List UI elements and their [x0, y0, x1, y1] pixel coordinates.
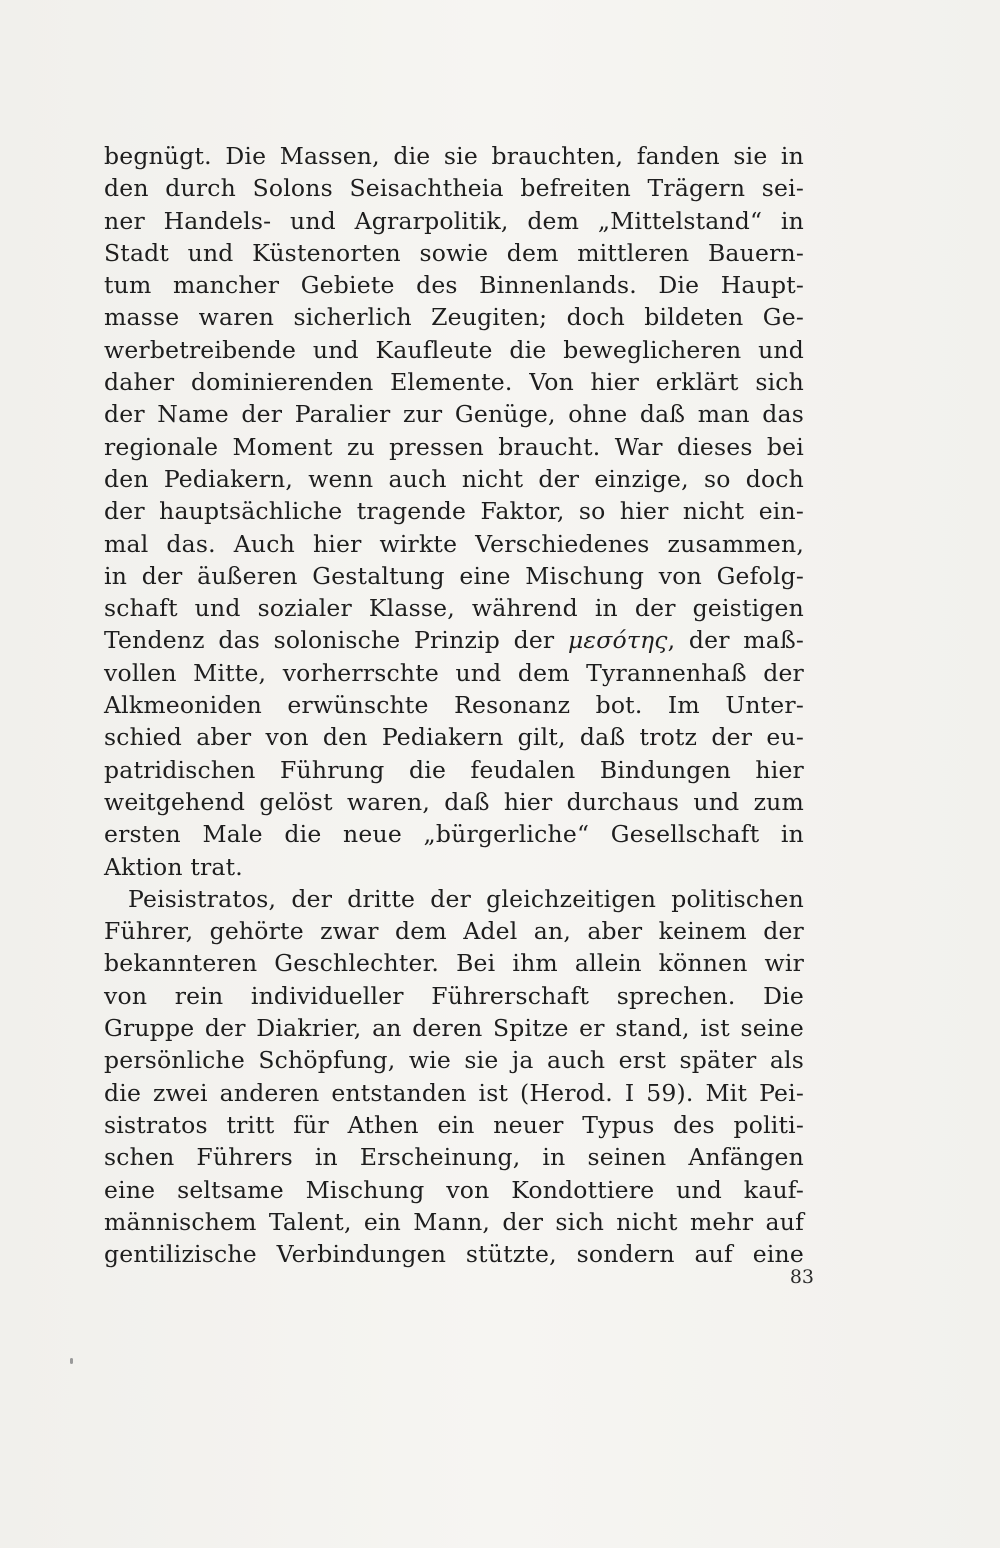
text-line: masse waren sicherlich Zeugiten; doch bildeten Ge-: [104, 303, 804, 332]
text-line: in der äußeren Gestaltung eine Mischung von Gefolg-: [104, 561, 804, 590]
text-line: mal das. Auch hier wirkte Verschiedenes zusammen,: [104, 529, 804, 558]
text-line: daher dominierenden Elemente. Von hier erklärt sich: [104, 368, 804, 397]
text-line: Gruppe der Diakrier, an deren Spitze er stand, ist seine: [104, 1014, 804, 1043]
text-line: sistratos tritt für Athen ein neuer Typus des politi-: [104, 1110, 804, 1139]
text-line: bekannteren Geschlechter. Bei ihm allein können wir: [104, 949, 804, 978]
text-line: eine seltsame Mischung von Kondottiere und kauf-: [104, 1175, 804, 1204]
text-line: schaft und sozialer Klasse, während in der geistigen: [104, 594, 804, 623]
text-line: patridischen Führung die feudalen Bindungen hier: [104, 755, 804, 784]
text-line: Alkmeoniden erwünschte Resonanz bot. Im Unter-: [104, 691, 804, 720]
paper-speck: [70, 1358, 73, 1364]
text-line: Führer, gehörte zwar dem Adel an, aber keinem der: [104, 917, 804, 946]
text-line: von rein individueller Führerschaft sprechen. Die: [104, 981, 804, 1010]
text-line: persönliche Schöpfung, wie sie ja auch erst später als: [104, 1046, 804, 1075]
paragraph-1: [104, 140, 804, 883]
text-line: ner Handels- und Agrarpolitik, dem „Mittelstand“ in: [104, 206, 804, 235]
text-line: den Pediakern, wenn auch nicht der einzige, so doch: [104, 464, 804, 493]
text-line: regionale Moment zu pressen braucht. War dieses bei: [104, 432, 804, 461]
text-line: Peisistratos, der dritte der gleichzeitigen politischen: [128, 884, 804, 913]
text-line: gentilizische Verbindungen stützte, sondern auf eine: [104, 1240, 804, 1269]
body-text: [104, 140, 804, 1270]
text-line: Stadt und Küstenorten sowie dem mittleren Bauern-: [104, 238, 804, 267]
text-line: ersten Male die neue „bürgerliche“ Gesellschaft in: [104, 820, 804, 849]
text-line: den durch Solons Seisachtheia befreiten Trägern sei-: [104, 174, 804, 203]
text-line: tum mancher Gebiete des Binnenlands. Die Haupt-: [104, 271, 804, 300]
text-line: schied aber von den Pediakern gilt, daß trotz der eu-: [104, 723, 804, 752]
text-line: schen Führers in Erscheinung, in seinen Anfängen: [104, 1143, 804, 1172]
text-line: Aktion trat.: [104, 852, 243, 881]
paragraph-2: [104, 883, 804, 1271]
text-line: männischem Talent, ein Mann, der sich nicht mehr auf: [104, 1207, 804, 1236]
page-number: 83: [789, 1266, 814, 1288]
text-line: die zwei anderen entstanden ist (Herod. I 59). Mit Pei-: [104, 1078, 804, 1107]
text-line: der hauptsächliche tragende Faktor, so hier nicht ein-: [104, 497, 804, 526]
greek-term: μεσότης: [567, 626, 668, 655]
text-line: begnügt. Die Massen, die sie brauchten, fanden sie in: [104, 142, 804, 170]
text-line: vollen Mitte, vorherrschte und dem Tyrannenhaß der: [104, 658, 804, 687]
text-line: weitgehend gelöst waren, daß hier durchaus und zum: [104, 787, 804, 816]
text-line: werbetreibende und Kaufleute die beweglicheren und: [104, 335, 804, 364]
text-line: Tendenz das solonische Prinzip der μεσότης, der maß-: [104, 626, 805, 655]
text-line: der Name der Paralier zur Genüge, ohne daß man das: [104, 400, 804, 429]
